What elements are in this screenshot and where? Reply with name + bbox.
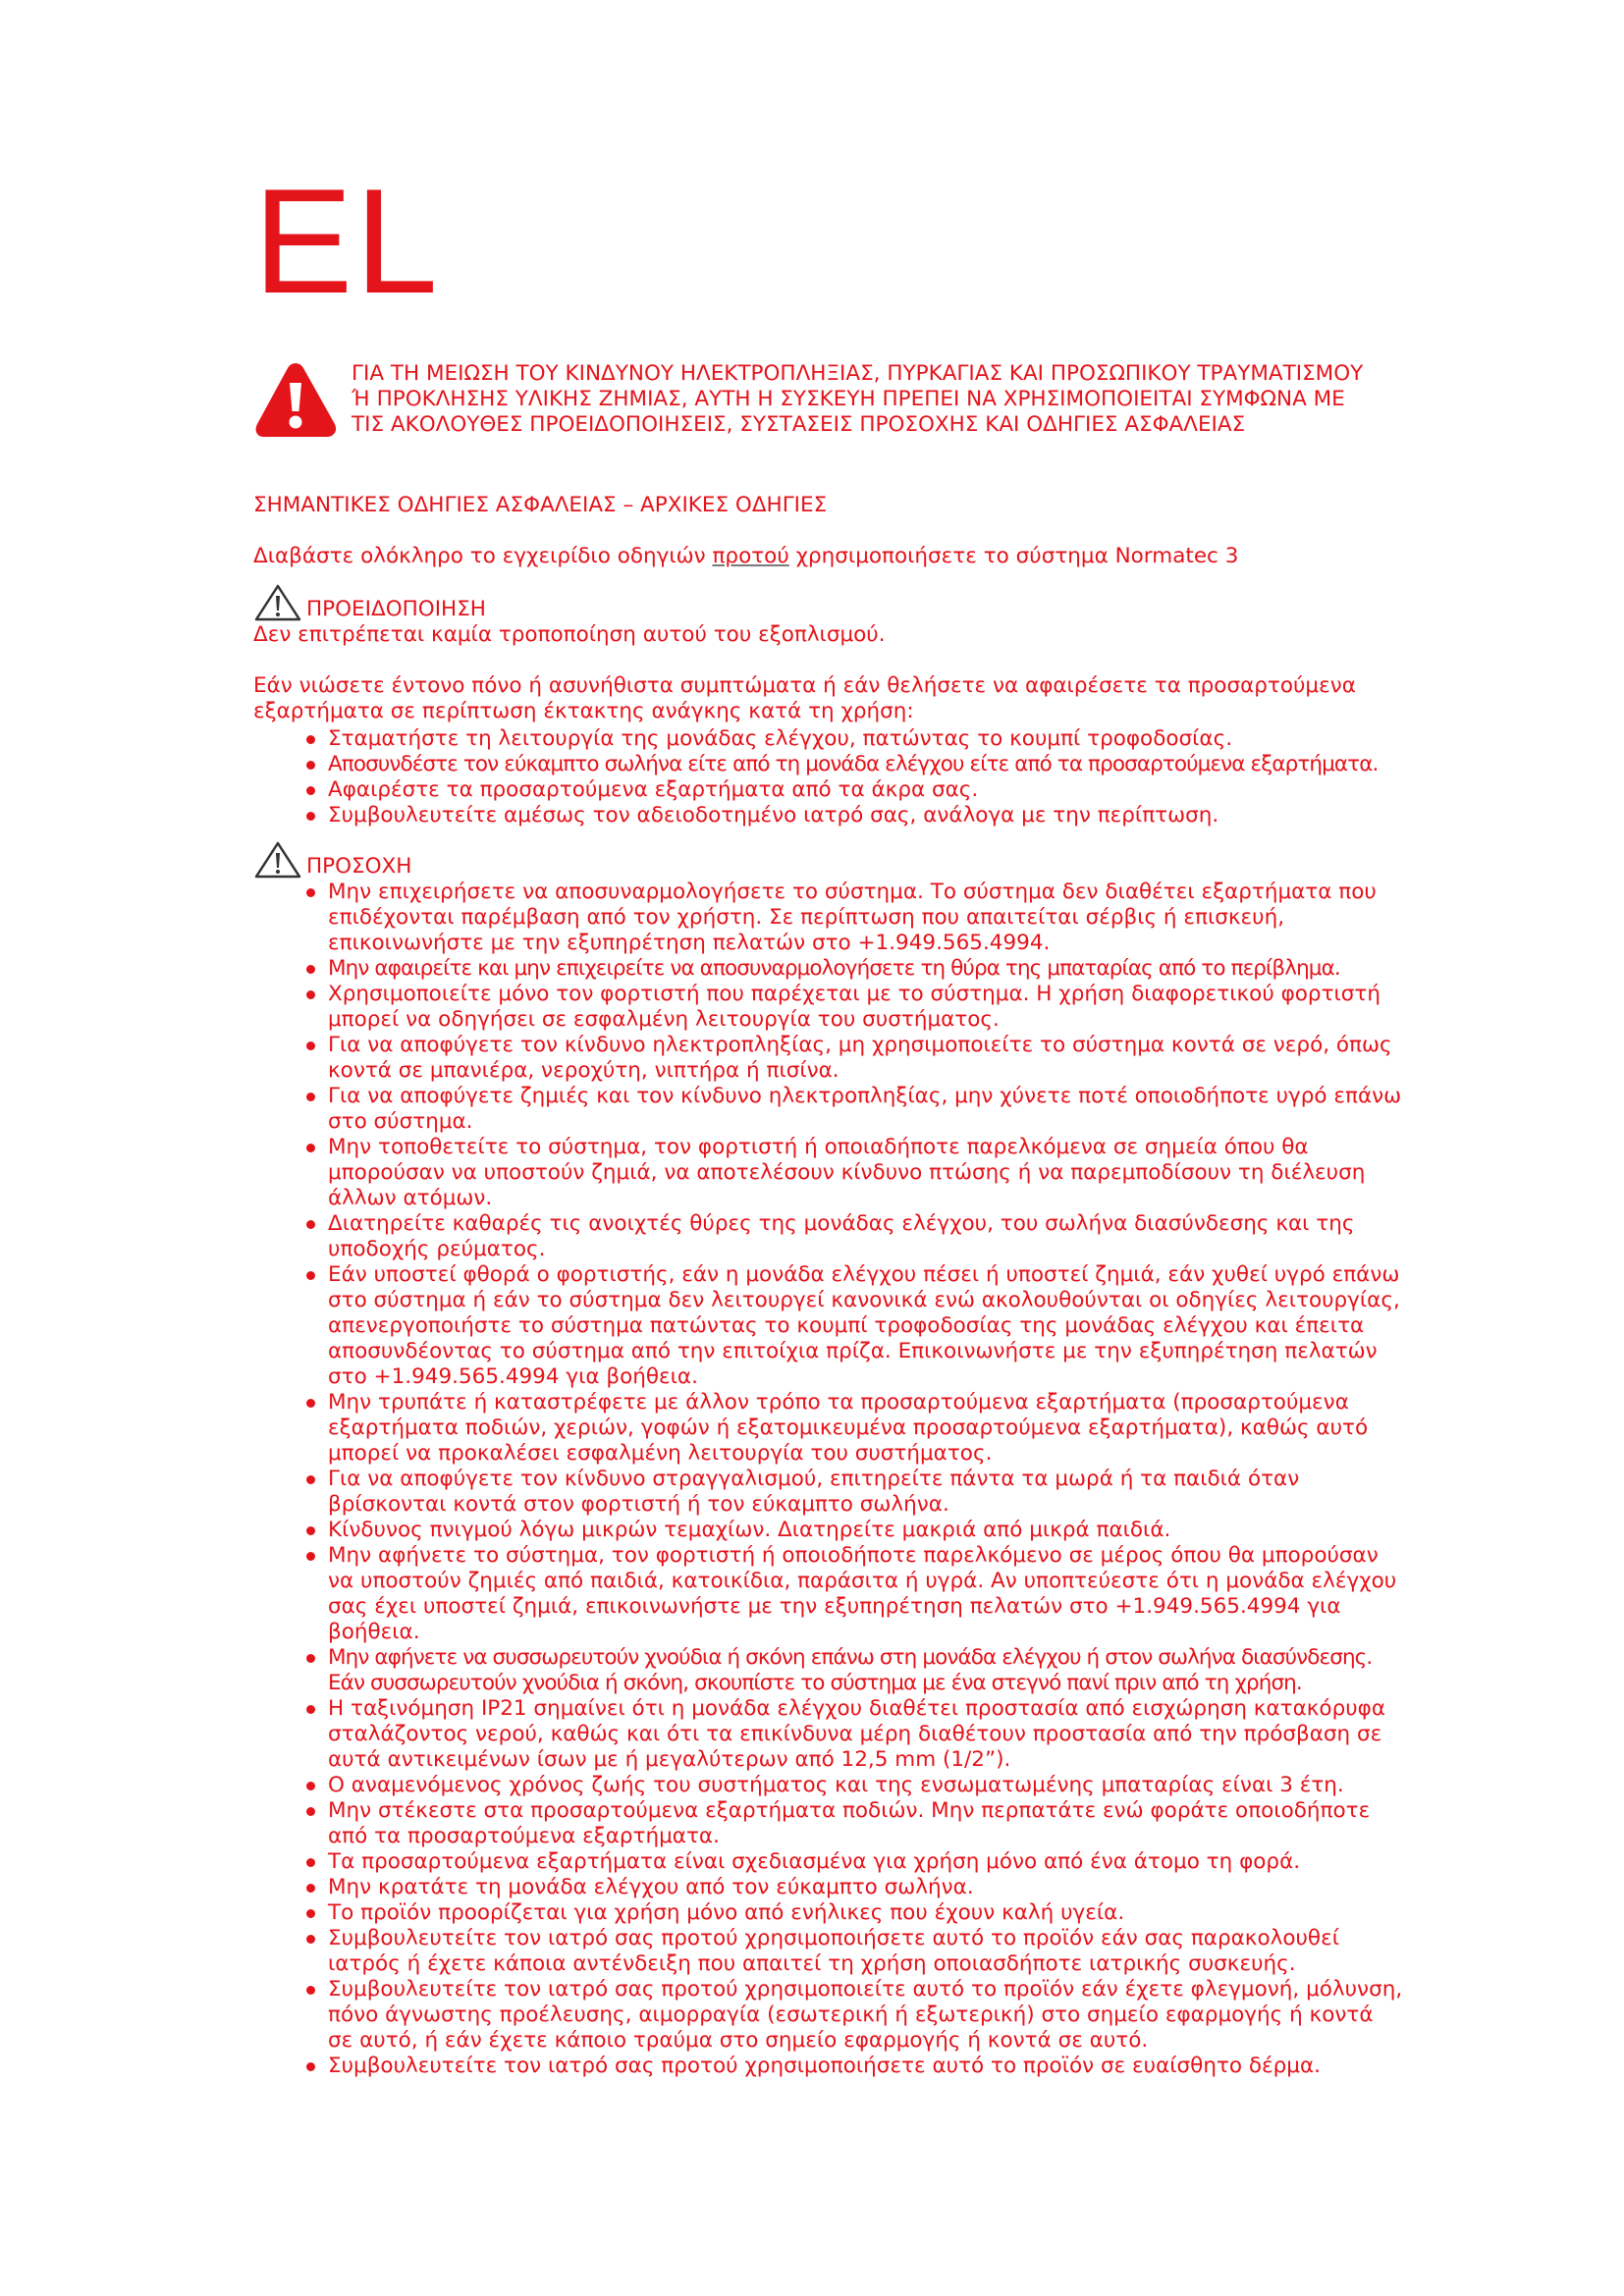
list-item: Για να αποφύγετε τον κίνδυνο ηλεκτροπληξίας, μη χρησιμοποιείτε το σύστημα κοντά σε νερό, όπως κοντά σε μπανιέρα, νεροχύτη, νιπτήρα ή πισίνα. xyxy=(304,1033,1404,1084)
warning-heading-text: ΠΡΟΕΙΔΟΠΟΙΗΣΗ xyxy=(306,597,486,621)
hazard-statement: ΓΙΑ ΤΗ ΜΕΙΩΣΗ ΤΟΥ ΚΙΝΔΥΝΟΥ ΗΛΕΚΤΡΟΠΛΗΞΙΑΣ, ΠΥΡΚΑΓΙΑΣ ΚΑΙ ΠΡΟΣΩΠΙΚΟΥ ΤΡΑΥΜΑΤΙΣΜΟΥ Ή ΠΡΟΚΛΗΣΗΣ ΥΛΙΚΗΣ ΖΗΜΙΑΣ, ΑΥΤΗ Η ΣΥΣΚΕΥΗ ΠΡΕΠΕΙ ΝΑ ΧΡΗΣΙΜΟΠΟΙΕΙΤΑΙ ΣΥΜΦΩΝΑ ΜΕ ΤΙΣ ΑΚΟΛΟΥΘΕΣ ΠΡΟΕΙΔΟΠΟΙΗΣΕΙΣ, ΣΥΣΤΑΣΕΙΣ ΠΡΟΣΟΧΗΣ ΚΑΙ ΟΔΗΓΙΕΣ ΑΣΦΑΛΕΙΑΣ xyxy=(352,361,1364,437)
language-code: EL xyxy=(253,158,440,325)
list-item: Κίνδυνος πνιγμού λόγω μικρών τεμαχίων. Διατηρείτε μακριά από μικρά παιδιά. xyxy=(304,1518,1404,1543)
caution-list xyxy=(304,880,1404,2079)
intro-after: χρησιμοποιήσετε το σύστημα Normatec 3 xyxy=(788,544,1239,568)
intro-instruction xyxy=(253,544,1238,569)
list-item: Αφαιρέστε τα προσαρτούμενα εξαρτήματα από τα άκρα σας. xyxy=(304,777,1434,803)
intro-underlined-word: προτού xyxy=(712,544,789,568)
list-item: Μην στέκεστε στα προσαρτούμενα εξαρτήματα ποδιών. Μην περπατάτε ενώ φοράτε οποιοδήποτε από τα προσαρτούμενα εξαρτήματα. xyxy=(304,1798,1404,1849)
warning-triangle-icon xyxy=(253,583,302,622)
warning-heading xyxy=(253,583,486,622)
list-item: Συμβουλευτείτε αμέσως τον αδειοδοτημένο ιατρό σας, ανάλογα με την περίπτωση. xyxy=(304,803,1434,828)
list-item: Συμβουλευτείτε τον ιατρό σας προτού χρησιμοποιήσετε αυτό το προϊόν σε ευαίσθητο δέρμα. xyxy=(304,2054,1404,2079)
list-item: Μην αφήνετε το σύστημα, τον φορτιστή ή οποιοδήποτε παρελκόμενο σε μέρος όπου θα μπορούσαν να υποστούν ζημιές από παιδιά, κατοικίδια, παράσιτα ή υγρά. Αν υποπτεύεστε ότι η μονάδα ελέγχου σας έχει υποστεί ζημιά, επικοινωνήστε με την εξυπηρέτηση πελατών στο +1.949.565.4994 για βοήθεια. xyxy=(304,1543,1404,1645)
list-item: Τα προσαρτούμενα εξαρτήματα είναι σχεδιασμένα για χρήση μόνο από ένα άτομο τη φορά. xyxy=(304,1849,1404,1875)
list-item: Χρησιμοποιείτε μόνο τον φορτιστή που παρέχεται με το σύστημα. Η χρήση διαφορετικού φορτιστή μπορεί να οδηγήσει σε εσφαλμένη λειτουργία του συστήματος. xyxy=(304,982,1404,1033)
caution-heading-text: ΠΡΟΣΟΧΗ xyxy=(306,854,412,879)
list-item: Το προϊόν προορίζεται για χρήση μόνο από ενήλικες που έχουν καλή υγεία. xyxy=(304,1900,1404,1926)
intro-before: Διαβάστε ολόκληρο το εγχειρίδιο οδηγιών xyxy=(253,544,713,568)
list-item: Μην αφαιρείτε και μην επιχειρείτε να αποσυναρμολογήσετε τη θύρα της μπαταρίας από το περίβλημα. xyxy=(304,956,1404,982)
emergency-intro: Εάν νιώσετε έντονο πόνο ή ασυνήθιστα συμπτώματα ή εάν θελήσετε να αφαιρέσετε τα προσαρτούμενα εξαρτήματα σε περίπτωση έκτακτης ανάγκης κατά τη χρήση: xyxy=(253,673,1356,723)
warning-triangle-icon xyxy=(253,840,302,880)
list-item: Εάν υποστεί φθορά ο φορτιστής, εάν η μονάδα ελέγχου πέσει ή υποστεί ζημιά, εάν χυθεί υγρό επάνω στο σύστημα ή εάν το σύστημα δεν λειτουργεί κανονικά ενώ ακολουθούνται οι οδηγίες λειτουργίας, απενεργοποιήστε το σύστημα πατώντας το κουμπί τροφοδοσίας της μονάδας ελέγχου και έπειτα αποσυνδέοντας το σύστημα από την επιτοίχια πρίζα. Επικοινωνήστε με την εξυπηρέτηση πελατών στο +1.949.565.4994 για βοήθεια. xyxy=(304,1262,1404,1390)
emergency-steps-list xyxy=(304,726,1434,828)
list-item: Διατηρείτε καθαρές τις ανοιχτές θύρες της μονάδας ελέγχου, του σωλήνα διασύνδεσης και της υποδοχής ρεύματος. xyxy=(304,1211,1404,1262)
list-item: Για να αποφύγετε ζημιές και τον κίνδυνο ηλεκτροπληξίας, μην χύνετε ποτέ οποιοδήποτε υγρό επάνω στο σύστημα. xyxy=(304,1084,1404,1135)
section-heading: ΣΗΜΑΝΤΙΚΕΣ ΟΔΗΓΙΕΣ ΑΣΦΑΛΕΙΑΣ – ΑΡΧΙΚΕΣ ΟΔΗΓΙΕΣ xyxy=(253,493,828,517)
list-item: Μην τρυπάτε ή καταστρέφετε με άλλον τρόπο τα προσαρτούμενα εξαρτήματα (προσαρτούμενα εξαρτήματα ποδιών, χεριών, γοφών ή εξατομικευμένα προσαρτούμενα εξαρτήματα), καθώς αυτό μπορεί να προκαλέσει εσφαλμένη λειτουργία του συστήματος. xyxy=(304,1390,1404,1467)
danger-exclamation-triangle-icon xyxy=(253,359,338,440)
list-item: Συμβουλευτείτε τον ιατρό σας προτού χρησιμοποιήσετε αυτό το προϊόν εάν σας παρακολουθεί ιατρός ή έχετε κάποια αντένδειξη που απαιτεί τη χρήση οποιασδήποτε ιατρικής συσκευής. xyxy=(304,1926,1404,1977)
list-item: Ο αναμενόμενος χρόνος ζωής του συστήματος και της ενσωματωμένης μπαταρίας είναι 3 έτη. xyxy=(304,1773,1404,1798)
list-item: Μην τοποθετείτε το σύστημα, τον φορτιστή ή οποιαδήποτε παρελκόμενα σε σημεία όπου θα μπορούσαν να υποστούν ζημιά, να αποτελέσουν κίνδυνο πτώσης ή να παρεμποδίσουν τη διέλευση άλλων ατόμων. xyxy=(304,1135,1404,1211)
list-item: Μην αφήνετε να συσσωρευτούν χνούδια ή σκόνη επάνω στη μονάδα ελέγχου ή στον σωλήνα διασύνδεσης. Εάν συσσωρευτούν χνούδια ή σκόνη, σκουπίστε το σύστημα με ένα στεγνό πανί πριν από τη χρήση. xyxy=(304,1645,1404,1696)
caution-heading xyxy=(253,840,411,880)
list-item: Σταματήστε τη λειτουργία της μονάδας ελέγχου, πατώντας το κουμπί τροφοδοσίας. xyxy=(304,726,1434,752)
list-item: Η ταξινόμηση IP21 σημαίνει ότι η μονάδα ελέγχου διαθέτει προστασία από εισχώρηση κατακόρυφα σταλάζοντος νερού, καθώς και ότι τα επικίνδυνα μέρη διαθέτουν προστασία από την πρόσβαση σε αυτά αντικειμένων ίσων με ή μεγαλύτερων από 12,5 mm (1/2”). xyxy=(304,1696,1404,1773)
list-item: Μην επιχειρήσετε να αποσυναρμολογήσετε το σύστημα. Το σύστημα δεν διαθέτει εξαρτήματα που επιδέχονται παρέμβαση από τον χρήστη. Σε περίπτωση που απαιτείται σέρβις ή επισκευή, επικοινωνήστε με την εξυπηρέτηση πελατών στο +1.949.565.4994. xyxy=(304,880,1404,956)
list-item: Μην κρατάτε τη μονάδα ελέγχου από τον εύκαμπτο σωλήνα. xyxy=(304,1875,1404,1900)
list-item: Συμβουλευτείτε τον ιατρό σας προτού χρησιμοποιείτε αυτό το προϊόν εάν έχετε φλεγμονή, μόλυνση, πόνο άγνωστης προέλευσης, αιμορραγία (εσωτερική ή εξωτερική) στο σημείο εφαρμογής ή κοντά σε αυτό, ή εάν έχετε κάποιο τραύμα στο σημείο εφαρμογής ή κοντά σε αυτό. xyxy=(304,1977,1404,2054)
list-item: Για να αποφύγετε τον κίνδυνο στραγγαλισμού, επιτηρείτε πάντα τα μωρά ή τα παιδιά όταν βρίσκονται κοντά στον φορτιστή ή τον εύκαμπτο σωλήνα. xyxy=(304,1467,1404,1518)
list-item: Αποσυνδέστε τον εύκαμπτο σωλήνα είτε από τη μονάδα ελέγχου είτε από τα προσαρτούμενα εξαρτήματα. xyxy=(304,752,1434,777)
warning-text: Δεν επιτρέπεται καμία τροποποίηση αυτού του εξοπλισμού. xyxy=(253,622,886,647)
